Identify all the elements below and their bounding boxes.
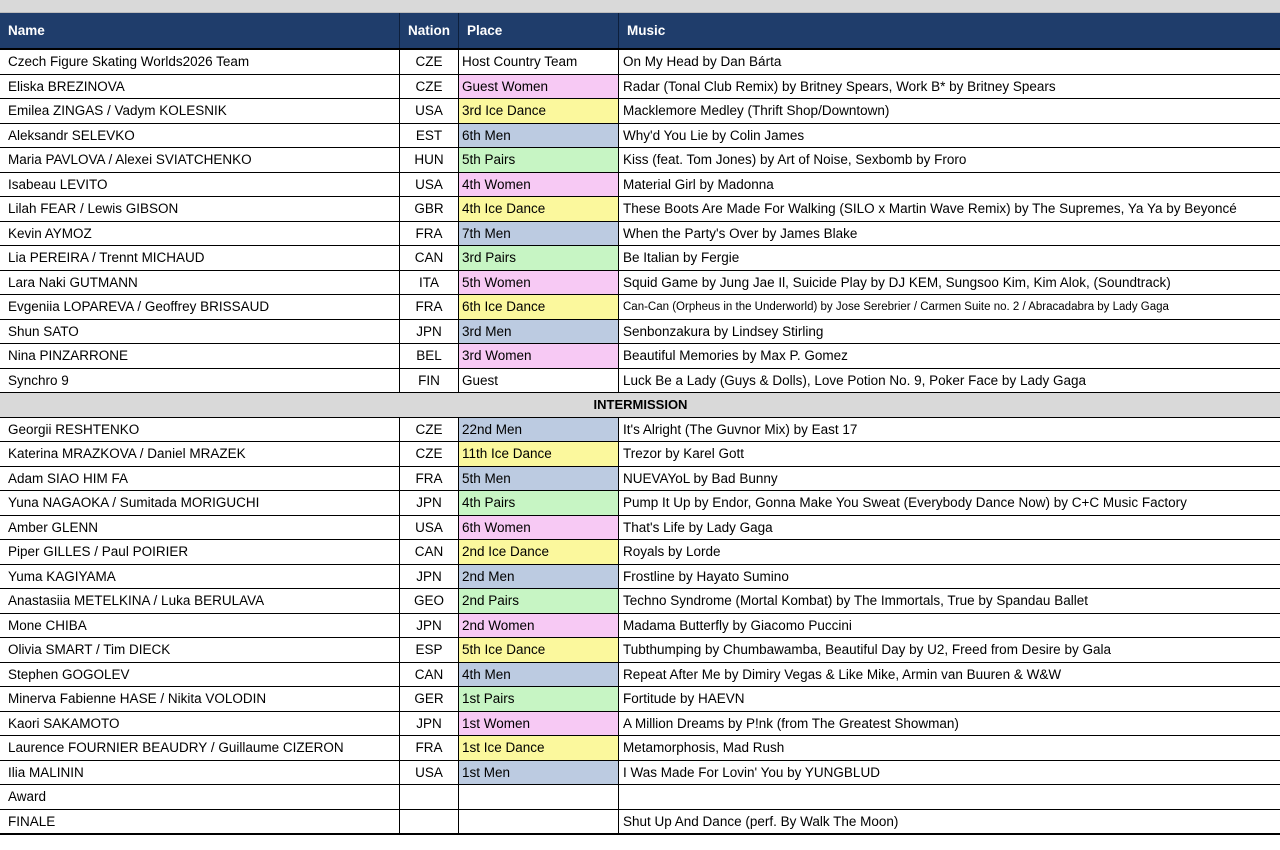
cell-name: Georgii RESHTENKO — [0, 417, 400, 442]
cell-nation: FRA — [400, 295, 459, 320]
cell-nation: CZE — [400, 417, 459, 442]
cell-place: 1st Ice Dance — [459, 736, 619, 761]
table-row — [0, 270, 1280, 295]
table-row — [0, 123, 1280, 148]
table-row — [0, 221, 1280, 246]
table-row — [0, 589, 1280, 614]
cell-music: Frostline by Hayato Sumino — [619, 564, 1280, 589]
cell-place: 2nd Women — [459, 613, 619, 638]
cell-music: Shut Up And Dance (perf. By Walk The Moon) — [619, 809, 1280, 834]
cell-place: 6th Men — [459, 123, 619, 148]
cell-music: Macklemore Medley (Thrift Shop/Downtown) — [619, 99, 1280, 124]
cell-nation: EST — [400, 123, 459, 148]
cell-name: FINALE — [0, 809, 400, 834]
cell-name: Stephen GOGOLEV — [0, 662, 400, 687]
cell-music: Radar (Tonal Club Remix) by Britney Spears, Work B* by Britney Spears — [619, 74, 1280, 99]
cell-name: Lilah FEAR / Lewis GIBSON — [0, 197, 400, 222]
header-row — [0, 13, 1280, 49]
cell-nation: FRA — [400, 221, 459, 246]
cell-name: Shun SATO — [0, 319, 400, 344]
cell-name: Anastasiia METELKINA / Luka BERULAVA — [0, 589, 400, 614]
cell-place: Host Country Team — [459, 49, 619, 74]
top-bar — [0, 0, 1280, 13]
cell-place: 6th Women — [459, 515, 619, 540]
table-row — [0, 785, 1280, 810]
table-row — [0, 74, 1280, 99]
cell-place: 5th Ice Dance — [459, 638, 619, 663]
table-row — [0, 49, 1280, 74]
table-row — [0, 687, 1280, 712]
table-row — [0, 760, 1280, 785]
cell-music — [619, 785, 1280, 810]
cell-name: Laurence FOURNIER BEAUDRY / Guillaume CIZERON — [0, 736, 400, 761]
cell-music: Senbonzakura by Lindsey Stirling — [619, 319, 1280, 344]
table-row — [0, 736, 1280, 761]
cell-nation: USA — [400, 172, 459, 197]
cell-music: Can-Can (Orpheus in the Underworld) by Jose Serebrier / Carmen Suite no. 2 / Abracadabra by Lady Gaga — [619, 295, 1280, 320]
cell-music: Fortitude by HAEVN — [619, 687, 1280, 712]
cell-nation: JPN — [400, 613, 459, 638]
cell-name: Olivia SMART / Tim DIECK — [0, 638, 400, 663]
header-nation: Nation — [400, 13, 459, 49]
table-row — [0, 172, 1280, 197]
header-music: Music — [619, 13, 1280, 49]
cell-name: Mone CHIBA — [0, 613, 400, 638]
table-row — [0, 515, 1280, 540]
cell-nation: JPN — [400, 564, 459, 589]
cell-music: That's Life by Lady Gaga — [619, 515, 1280, 540]
table-row — [0, 417, 1280, 442]
cell-music: Trezor by Karel Gott — [619, 442, 1280, 467]
cell-music: Royals by Lorde — [619, 540, 1280, 565]
cell-nation: CAN — [400, 246, 459, 271]
program-table — [0, 13, 1280, 835]
cell-music: On My Head by Dan Bárta — [619, 49, 1280, 74]
cell-name: Award — [0, 785, 400, 810]
cell-nation: USA — [400, 760, 459, 785]
cell-place — [459, 785, 619, 810]
cell-place: 5th Men — [459, 466, 619, 491]
cell-name: Czech Figure Skating Worlds2026 Team — [0, 49, 400, 74]
cell-nation: FRA — [400, 736, 459, 761]
cell-music: Kiss (feat. Tom Jones) by Art of Noise, Sexbomb by Froro — [619, 148, 1280, 173]
cell-music: Squid Game by Jung Jae Il, Suicide Play by DJ KEM, Sungsoo Kim, Kim Alok, (Soundtrack) — [619, 270, 1280, 295]
cell-place: 1st Pairs — [459, 687, 619, 712]
cell-name: Maria PAVLOVA / Alexei SVIATCHENKO — [0, 148, 400, 173]
cell-music: A Million Dreams by P!nk (from The Greatest Showman) — [619, 711, 1280, 736]
header-place: Place — [459, 13, 619, 49]
cell-nation — [400, 785, 459, 810]
cell-nation: ESP — [400, 638, 459, 663]
cell-name: Synchro 9 — [0, 368, 400, 393]
cell-place: 4th Pairs — [459, 491, 619, 516]
cell-place: 4th Ice Dance — [459, 197, 619, 222]
cell-nation: GEO — [400, 589, 459, 614]
table-row — [0, 466, 1280, 491]
cell-place: 2nd Pairs — [459, 589, 619, 614]
intermission-row — [0, 393, 1280, 418]
cell-name: Kaori SAKAMOTO — [0, 711, 400, 736]
cell-nation: GER — [400, 687, 459, 712]
cell-name: Kevin AYMOZ — [0, 221, 400, 246]
cell-music: It's Alright (The Guvnor Mix) by East 17 — [619, 417, 1280, 442]
cell-place: 2nd Ice Dance — [459, 540, 619, 565]
cell-nation: JPN — [400, 491, 459, 516]
table-row — [0, 638, 1280, 663]
cell-nation: JPN — [400, 711, 459, 736]
cell-name: Emilea ZINGAS / Vadym KOLESNIK — [0, 99, 400, 124]
cell-name: Nina PINZARRONE — [0, 344, 400, 369]
table-row — [0, 197, 1280, 222]
cell-nation: GBR — [400, 197, 459, 222]
cell-nation: USA — [400, 99, 459, 124]
table-row — [0, 662, 1280, 687]
cell-nation: FRA — [400, 466, 459, 491]
table-row — [0, 344, 1280, 369]
table-row — [0, 711, 1280, 736]
table-row — [0, 368, 1280, 393]
cell-name: Eliska BREZINOVA — [0, 74, 400, 99]
table-row — [0, 491, 1280, 516]
cell-place: 3rd Men — [459, 319, 619, 344]
table-row — [0, 540, 1280, 565]
cell-name: Lia PEREIRA / Trennt MICHAUD — [0, 246, 400, 271]
cell-music: Tubthumping by Chumbawamba, Beautiful Day by U2, Freed from Desire by Gala — [619, 638, 1280, 663]
cell-name: Ilia MALININ — [0, 760, 400, 785]
cell-place: 3rd Pairs — [459, 246, 619, 271]
cell-place: 6th Ice Dance — [459, 295, 619, 320]
cell-name: Lara Naki GUTMANN — [0, 270, 400, 295]
cell-music: Repeat After Me by Dimiry Vegas & Like Mike, Armin van Buuren & W&W — [619, 662, 1280, 687]
cell-place: 1st Men — [459, 760, 619, 785]
table-row — [0, 148, 1280, 173]
cell-place: 1st Women — [459, 711, 619, 736]
cell-place: 5th Women — [459, 270, 619, 295]
cell-place: 7th Men — [459, 221, 619, 246]
cell-nation — [400, 809, 459, 834]
cell-nation: CAN — [400, 662, 459, 687]
cell-place — [459, 809, 619, 834]
cell-nation: BEL — [400, 344, 459, 369]
table-body — [0, 49, 1280, 834]
cell-music: Luck Be a Lady (Guys & Dolls), Love Potion No. 9, Poker Face by Lady Gaga — [619, 368, 1280, 393]
cell-music: Pump It Up by Endor, Gonna Make You Sweat (Everybody Dance Now) by C+C Music Factory — [619, 491, 1280, 516]
table-row — [0, 319, 1280, 344]
cell-place: 11th Ice Dance — [459, 442, 619, 467]
cell-music: Why'd You Lie by Colin James — [619, 123, 1280, 148]
cell-nation: FIN — [400, 368, 459, 393]
cell-place: Guest — [459, 368, 619, 393]
table-row — [0, 564, 1280, 589]
cell-nation: JPN — [400, 319, 459, 344]
cell-name: Aleksandr SELEVKO — [0, 123, 400, 148]
table-row — [0, 246, 1280, 271]
table-row — [0, 613, 1280, 638]
intermission-label: INTERMISSION — [0, 393, 1280, 418]
cell-nation: ITA — [400, 270, 459, 295]
cell-music: Madama Butterfly by Giacomo Puccini — [619, 613, 1280, 638]
cell-music: Metamorphosis, Mad Rush — [619, 736, 1280, 761]
cell-place: 4th Men — [459, 662, 619, 687]
cell-name: Yuma KAGIYAMA — [0, 564, 400, 589]
cell-nation: USA — [400, 515, 459, 540]
cell-place: 2nd Men — [459, 564, 619, 589]
cell-place: 22nd Men — [459, 417, 619, 442]
cell-music: I Was Made For Lovin' You by YUNGBLUD — [619, 760, 1280, 785]
cell-music: NUEVAYoL by Bad Bunny — [619, 466, 1280, 491]
cell-nation: CZE — [400, 442, 459, 467]
cell-music: When the Party's Over by James Blake — [619, 221, 1280, 246]
cell-name: Adam SIAO HIM FA — [0, 466, 400, 491]
cell-music: Beautiful Memories by Max P. Gomez — [619, 344, 1280, 369]
cell-nation: HUN — [400, 148, 459, 173]
cell-music: Techno Syndrome (Mortal Kombat) by The Immortals, True by Spandau Ballet — [619, 589, 1280, 614]
table-row — [0, 99, 1280, 124]
cell-name: Evgeniia LOPAREVA / Geoffrey BRISSAUD — [0, 295, 400, 320]
cell-name: Katerina MRAZKOVA / Daniel MRAZEK — [0, 442, 400, 467]
cell-nation: CZE — [400, 74, 459, 99]
cell-name: Amber GLENN — [0, 515, 400, 540]
cell-name: Yuna NAGAOKA / Sumitada MORIGUCHI — [0, 491, 400, 516]
cell-nation: CZE — [400, 49, 459, 74]
cell-place: 3rd Women — [459, 344, 619, 369]
table-row — [0, 809, 1280, 834]
cell-name: Isabeau LEVITO — [0, 172, 400, 197]
header-name: Name — [0, 13, 400, 49]
cell-music: Be Italian by Fergie — [619, 246, 1280, 271]
table-row — [0, 295, 1280, 320]
table-row — [0, 442, 1280, 467]
cell-name: Piper GILLES / Paul POIRIER — [0, 540, 400, 565]
cell-place: 3rd Ice Dance — [459, 99, 619, 124]
cell-place: Guest Women — [459, 74, 619, 99]
cell-name: Minerva Fabienne HASE / Nikita VOLODIN — [0, 687, 400, 712]
cell-music: These Boots Are Made For Walking (SILO x Martin Wave Remix) by The Supremes, Ya Ya by Beyoncé — [619, 197, 1280, 222]
cell-nation: CAN — [400, 540, 459, 565]
cell-place: 5th Pairs — [459, 148, 619, 173]
cell-place: 4th Women — [459, 172, 619, 197]
cell-music: Material Girl by Madonna — [619, 172, 1280, 197]
